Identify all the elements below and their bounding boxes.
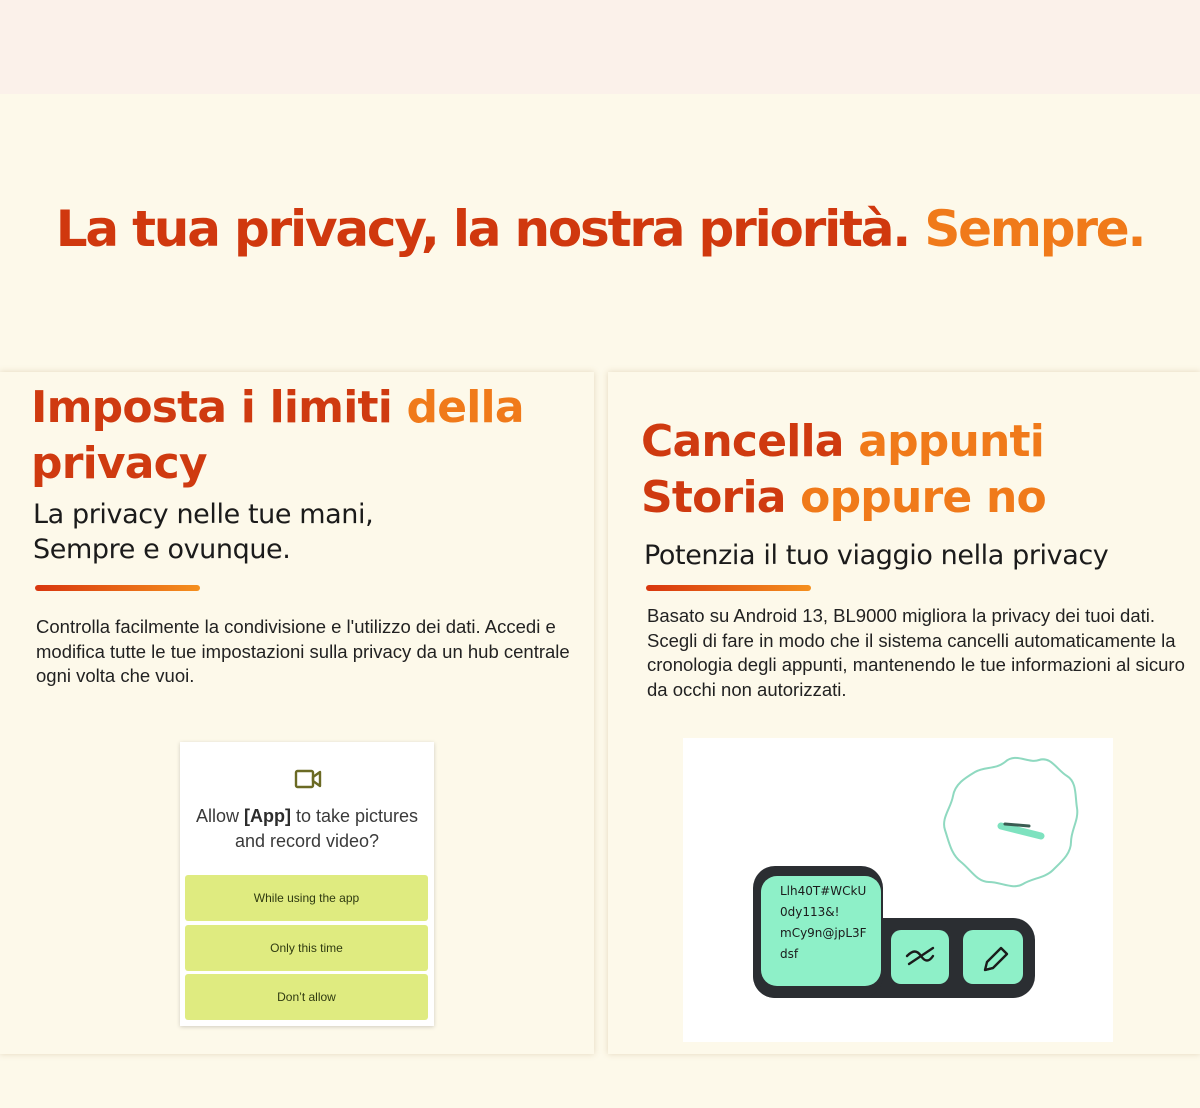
page-headline — [0, 196, 1200, 262]
title-part: privacy — [31, 438, 207, 489]
gradient-divider — [35, 585, 200, 591]
privacy-limits-subtitle — [33, 497, 553, 567]
clipboard-illustration — [683, 738, 1113, 1042]
clipboard-line: Llh40T#WCkU — [780, 884, 867, 898]
clipboard-content — [780, 881, 880, 965]
clipboard-history-body: Basato su Android 13, BL9000 migliora la privacy dei tuoi dati. Scegli di fare in modo che il sistema cancelli automaticamente la cronologia degli appunti, mantenendo le tue informazioni al sicuro da occhi non autorizzati. — [647, 605, 1185, 700]
edit-button[interactable] — [963, 930, 1023, 984]
clipboard-history-title — [641, 414, 1181, 526]
gradient-divider — [646, 585, 811, 591]
headline-part-1: La tua privacy, la nostra priorità. — [55, 200, 910, 258]
title-part-accent: appunti — [843, 416, 1045, 467]
clipboard-history-subtitle: Potenzia il tuo viaggio nella privacy — [644, 540, 1109, 571]
headline-part-2: Sempre. — [909, 200, 1145, 258]
question-text: to take pictures and record video? — [234, 806, 419, 851]
clipboard-line: dsf — [780, 947, 799, 961]
only-this-time-button[interactable]: Only this time — [185, 925, 428, 971]
permission-dialog — [180, 742, 434, 1026]
subtitle-line: La privacy nelle tue mani, — [33, 499, 374, 530]
while-using-app-button[interactable]: While using the app — [185, 875, 428, 921]
top-band — [0, 0, 1200, 94]
dont-allow-button[interactable]: Don’t allow — [185, 974, 428, 1020]
title-part-accent: della — [392, 382, 524, 433]
video-camera-icon — [294, 768, 322, 790]
privacy-limits-body: Controlla facilmente la condivisione e l'utilizzo dei dati. Accedi e modifica tutte le tue impostazioni sulla privacy da un hub centrale ogni volta che vuoi. — [36, 616, 570, 686]
question-app-name: [App] — [243, 806, 291, 826]
timer-icon — [944, 758, 1077, 886]
clipboard-line: mCy9n@jpL3F — [780, 926, 867, 940]
title-part: Cancella — [641, 416, 844, 467]
title-part: Imposta i limiti — [31, 382, 392, 433]
privacy-limits-title — [31, 380, 571, 492]
title-part-accent: oppure no — [785, 472, 1046, 523]
clipboard-line: 0dy113&! — [780, 905, 840, 919]
title-part: Storia — [641, 472, 786, 523]
question-text: Allow — [195, 806, 244, 826]
hide-text-button[interactable] — [891, 930, 949, 984]
permission-question — [180, 804, 434, 854]
subtitle-line: Sempre e ovunque. — [33, 534, 291, 565]
